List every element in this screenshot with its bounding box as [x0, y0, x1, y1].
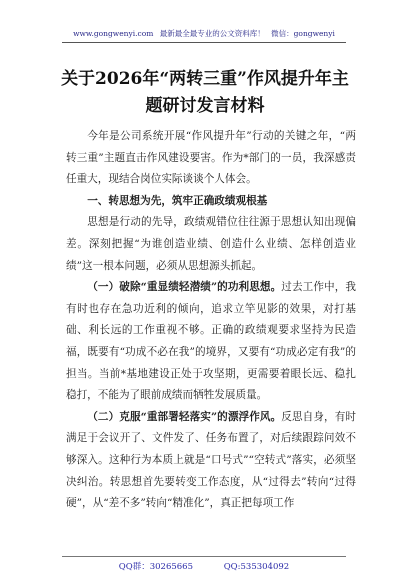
subsection-heading-2: （二）克服“重部署轻落实”的漂浮作风。 — [87, 410, 282, 423]
subsection-paragraph-1 — [66, 277, 356, 407]
document-body — [66, 126, 356, 515]
intro-paragraph: 今年是公司系统开展“作风提升年”行动的关键之年，“两转三重”主题直击作风建设要害。作为*部门的一员，我深感责任重大，现结合岗位实际谈谈个人体会。 — [66, 130, 356, 186]
footer-qq-group: QQ群：30265665 — [118, 562, 193, 572]
page-header — [0, 28, 408, 39]
footer-qq: QQ:535304092 — [223, 562, 290, 572]
header-divider — [62, 42, 346, 43]
footer-divider — [62, 556, 346, 557]
subsection-body-2: 反思自身，有时满足于会议开了、文件发了、任务布置了，对后续跟踪问效不够深入。这种行为本质上就是“口号式”“空转式”落实，必须坚决纠治。转思想首先要转变工作态度，从“过得去”转向“过得硬”，从“差不多”转向“精准化”，真正把每项工作 — [66, 410, 357, 510]
body-paragraph: 思想是行动的先导，政绩观错位往往源于思想认知出现偏差。深刻把握“为谁创造业绩、创造什么业绩、怎样创造业绩”这一根本问题，必须从思想源头抓起。 — [66, 216, 356, 272]
section-heading-1: 一、转思想为先，筑牢正确政绩观根基 — [87, 194, 268, 207]
header-wechat: 微信：gongwenyi — [271, 29, 335, 38]
subsection-paragraph-2 — [66, 407, 356, 515]
subsection-body-1: 过去工作中，我有时也存在急功近利的倾向，追求立竿见影的效果，对打基础、利长远的工作重视不够。正确的政绩观要求坚持为民造福，既要有“功成不必在我”的境界，又要有“功成必定有我”的担当。当前*基地建设正处于攻坚期，更需要着眼长远、稳扎稳打，不能为了眼前成绩而牺牲发展质量。 — [66, 281, 357, 402]
document-title: 关于2026年“两转三重”作风提升年主题研讨发言材料 — [61, 69, 349, 116]
header-site-link[interactable]: www.gongwenyi.com — [73, 29, 154, 38]
subsection-heading-1: （一）破除“重显绩轻潜绩”的功利思想。 — [87, 281, 282, 294]
page-footer — [0, 560, 408, 572]
header-slogan: 最新最全最专业的公文资料库！ — [159, 29, 265, 38]
